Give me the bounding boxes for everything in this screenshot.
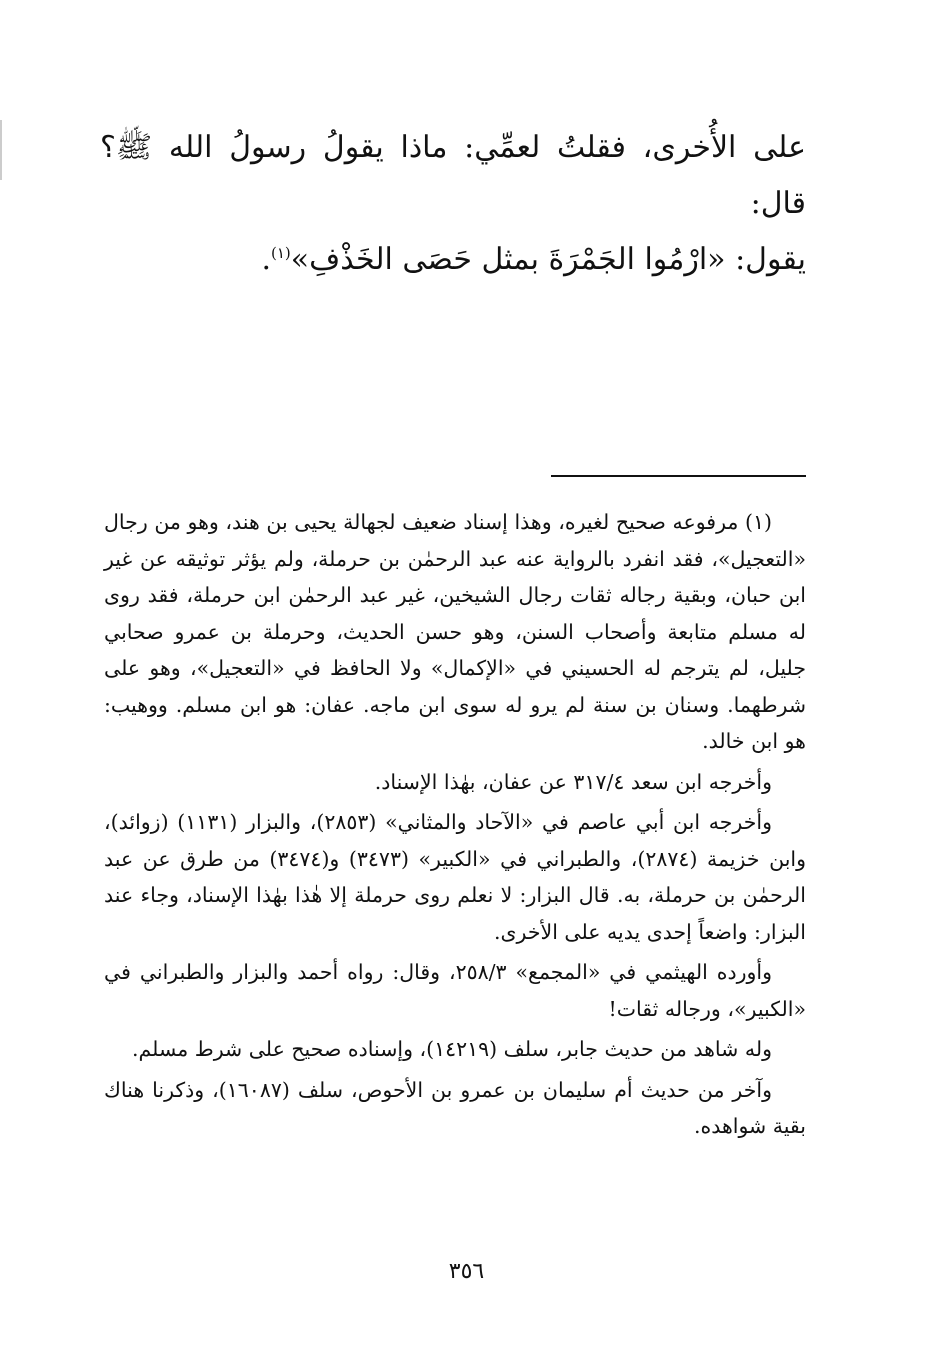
footnote-separator xyxy=(551,475,806,477)
footnote-reference[interactable]: (١) xyxy=(271,244,291,262)
main-text xyxy=(100,120,806,288)
footnote-paragraph: وأورده الهيثمي في «المجمع» ٢٥٨/٣، وقال: رواه أحمد والبزار والطبراني في «الكبير»، ورجاله ثقات! xyxy=(104,960,806,1021)
footnotes xyxy=(104,504,806,1149)
main-text-line-body: يقول: «ارْمُوا الجَمْرَةَ بمثل حَصَى الخَذْفِ» xyxy=(290,242,806,277)
main-text-line-end: . xyxy=(261,242,271,277)
scan-edge-mark xyxy=(0,120,2,180)
footnote-paragraph: وأخرجه ابن سعد ٣١٧/٤ عن عفان، بهٰذا الإسناد. xyxy=(374,769,772,794)
footnote-paragraph: وأخرجه ابن أبي عاصم في «الآحاد والمثاني» (٢٨٥٣)، والبزار (١١٣١) (زوائد)، وابن خزيمة (٢٨٧٤)، والطبراني في «الكبير» (٣٤٧٣) و(٣٤٧٤) من طرق عن عبد الرحمٰن بن حرملة، به. قال البزار: لا نعلم روى حرملة إلا هٰذا بهٰذا الإسناد، وجاء عند البزار: واضعاً إحدى يديه على الأخرى. xyxy=(104,810,806,944)
footnote-paragraph: وآخر من حديث أم سليمان بن عمرو بن الأحوص، سلف (١٦٠٨٧)، وذكرنا هناك بقية شواهده. xyxy=(104,1077,806,1138)
footnote-paragraph: وله شاهد من حديث جابر، سلف (١٤٢١٩)، وإسناده صحيح على شرط مسلم. xyxy=(132,1037,772,1061)
page-number: ٣٥٦ xyxy=(448,1259,485,1284)
footnote-paragraph: (١) مرفوعه صحيح لغيره، وهذا إسناد ضعيف لجهالة يحيى بن هند، وهو من رجال «التعجيل»، فقد انفرد بالرواية عنه عبد الرحمٰن بن حرملة، ولم يؤثر توثيقه عن غير ابن حبان، وبقية رجاله ثقات رجال الشيخين، غير عبد الرحمٰن ابن حرملة، فقد روى له مسلم متابعة وأصحاب السنن، وهو حسن الحديث، وحرملة بن عمرو صحابي جليل، لم يترجم له الحسيني في «الإكمال» ولا الحافظ في «التعجيل»، وهو على شرطهما. وسنان بن سنة لم يرو له سوى ابن ماجه. عفان: هو ابن مسلم. ووهيب: هو ابن خالد. xyxy=(104,510,806,753)
main-text-line xyxy=(100,232,806,288)
main-text-line: على الأُخرى، فقلتُ لعمِّي: ماذا يقولُ رسولُ الله ﷺ؟ قال: xyxy=(100,130,806,221)
